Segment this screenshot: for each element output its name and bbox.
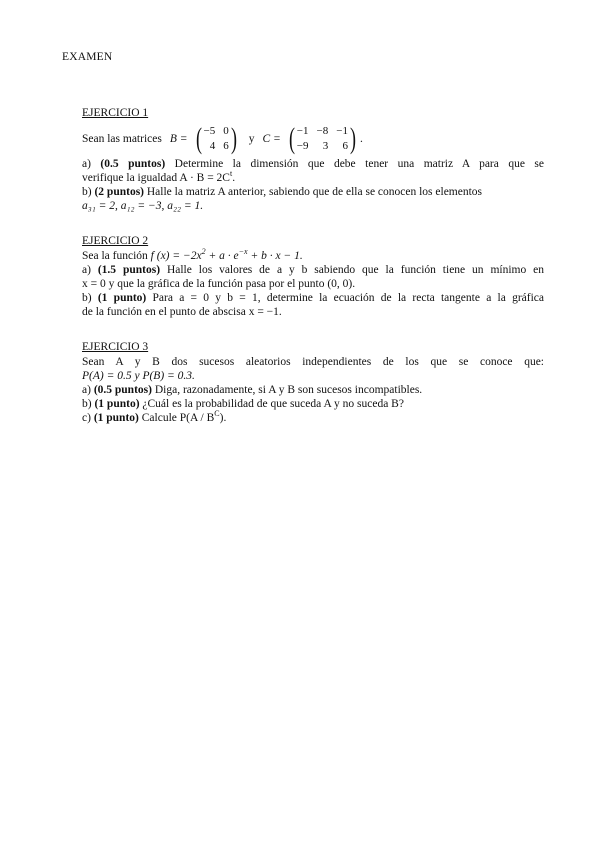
question-points: (0.5 puntos) <box>93 384 152 396</box>
matrix-b-cell: 6 <box>223 140 229 152</box>
matrix-c-cell: −9 <box>296 140 309 152</box>
exercise-2 <box>82 234 544 319</box>
exercise-2-title: EJERCICIO 2 <box>82 235 149 247</box>
matrix-c-cell: −1 <box>336 125 348 137</box>
question-text: Para a = 0 y b = 1, determine la ecuación de la recta tangente a la gráfica <box>152 292 545 304</box>
matrix-c-cell: 3 <box>322 140 329 152</box>
page-title: EXAMEN <box>62 51 113 63</box>
question-text: Halle la matriz A anterior, sabiendo que de ella se conocen los elementos <box>146 186 483 198</box>
matrices-line <box>82 121 544 157</box>
exercise-3-intro-line1: Sean A y B dos sucesos aleatorios independientes de los que se conoce que: <box>82 356 544 368</box>
question-2a-line2: x = 0 y que la gráfica de la función pasa por el punto (0, 0). <box>82 278 356 290</box>
question-text: ¿Cuál es la probabilidad de que suceda A y no suceda B? <box>142 398 404 410</box>
question-points: (1 punto) <box>97 292 147 304</box>
question-3b <box>82 397 544 411</box>
superscript: t <box>229 169 233 179</box>
question-3a <box>82 383 544 397</box>
question-text: ). <box>219 412 227 424</box>
exercise-3-title: EJERCICIO 3 <box>82 341 149 353</box>
matrix-c-label: C = <box>262 133 281 145</box>
matrices-end: . <box>359 133 363 145</box>
question-label: b) <box>82 292 92 304</box>
question-text: verifique la igualdad A · B = 2C <box>82 172 230 184</box>
exercise-1 <box>82 106 544 213</box>
function-line <box>82 249 544 263</box>
question-2b-line1 <box>82 291 544 305</box>
exercise-3 <box>82 340 544 425</box>
question-2a-line1 <box>82 263 544 277</box>
question-points: (1 punto) <box>93 412 139 424</box>
superscript: C <box>214 409 220 419</box>
question-label: c) <box>82 412 91 424</box>
exercise-3-intro-line2: P(A) = 0.5 y P(B) = 0.3. <box>82 370 195 382</box>
matrix-b-cell: 4 <box>209 140 216 152</box>
matrix-b-cell: 0 <box>223 125 229 137</box>
matrices-intro: Sean las matrices <box>82 133 162 145</box>
question-label: a) <box>82 384 91 396</box>
matrix-b: ( −5 0 4 6 ) <box>195 122 237 155</box>
function-expression: f $(x) = -2x^2 + a \cdot e^{-x} + b \cdot x - 1$. <box>150 247 303 262</box>
matrix-b-label: B = <box>169 133 188 145</box>
matrix-c-cell: −8 <box>316 125 329 137</box>
question-2b-line2: de la función en el punto de abscisa x = −1. <box>82 306 282 318</box>
question-points: (1.5 puntos) <box>97 264 161 276</box>
matrix-c-cell: 6 <box>342 140 348 152</box>
question-text: Diga, razonadamente, si A y B son sucesos incompatibles. <box>154 384 423 396</box>
question-label: a) <box>82 264 91 276</box>
function-intro: Sea la función <box>82 250 148 262</box>
question-text: Calcule P(A / B <box>141 412 215 424</box>
question-text: . <box>232 172 236 184</box>
question-label: a) <box>82 158 91 170</box>
matrix-b-cell: −5 <box>203 125 216 137</box>
question-text: Halle los valores de a y b sabiendo que la función tiene un mínimo en <box>166 264 544 276</box>
question-3c <box>82 411 544 425</box>
question-label: b) <box>82 398 92 410</box>
question-1a-line1 <box>82 157 544 171</box>
question-label: b) <box>82 186 92 198</box>
question-1b-line1 <box>82 185 544 199</box>
matrix-c-cell: −1 <box>296 125 309 137</box>
matrix-c: ( −1 −8 −1 −9 3 6 ) <box>288 122 356 155</box>
question-points: (2 puntos) <box>94 186 144 198</box>
exercise-1-title: EJERCICIO 1 <box>82 107 149 119</box>
question-1a-line2 <box>82 171 544 185</box>
question-points: (1 punto) <box>94 398 140 410</box>
question-1b-line2: a₃₁ = 2, a₁₂ = −3, a₂₂ = 1. <box>82 200 204 212</box>
conjunction: y <box>248 133 255 145</box>
question-points: (0.5 puntos) <box>100 158 166 170</box>
question-text: Determine la dimensión que debe tener una matriz A para que se <box>174 158 545 170</box>
